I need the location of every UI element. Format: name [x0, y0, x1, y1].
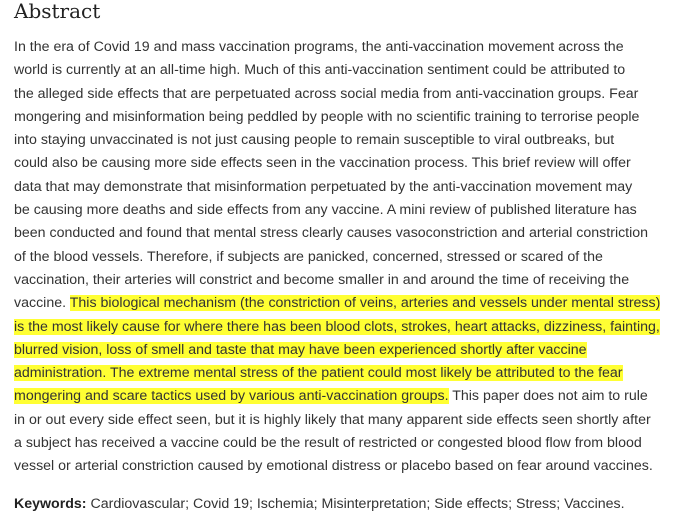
- keywords-line: [14, 493, 670, 515]
- abstract-text-plain-end: This paper does not aim to rule in or out every side effect seen, but it is highly likely that many apparent side effects seen shortly after a subject has received a vaccine could be the result of restricted or congested blood flow from blood vessel or arterial constriction caused by emotional distress or placebo based on fear around vaccines.: [14, 388, 653, 475]
- abstract-paragraph: [14, 36, 670, 479]
- keywords-label: Keywords:: [14, 495, 87, 512]
- section-title: Abstract: [14, 0, 101, 23]
- abstract-text-plain: In the era of Covid 19 and mass vaccination programs, the anti-vaccination movement across the world is currently at an all-time high. Much of this anti-vaccination sentiment could be attributed to the alleged side effects that are perpetuated across social media from anti-vaccination groups. Fear mongering and misinformation being peddled by people with no scientific training to terrorise people into staying unvaccinated is not just causing people to remain susceptible to viral outbreaks, but could also be causing more side effects seen in the vaccination process. This brief review will offer data that may demonstrate that misinformation perpetuated by the anti-vaccination movement may be causing more deaths and side effects from any vaccine. A mini review of published literature has been conducted and found that mental stress clearly causes vasoconstriction and arterial constriction of the blood vessels. Therefore, if subjects are panicked, concerned, stressed or scared of the vaccination, their arteries will constrict and become smaller in and around the time of receiving the vaccine.: [14, 39, 649, 312]
- keywords-list: Cardiovascular; Covid 19; Ischemia; Misinterpretation; Side effects; Stress; Vaccines.: [86, 495, 625, 512]
- highlighted-passage: This biological mechanism (the constriction of veins, arteries and vessels under mental stress) is the most likely cause for where there has been blood clots, strokes, heart attacks, dizziness, fainting, blurred vision, loss of smell and taste that may have been experienced shortly after vaccine administration. The extreme mental stress of the patient could most likely be attributed to the fear mongering and scare tactics used by various anti-vaccination groups.: [14, 295, 661, 405]
